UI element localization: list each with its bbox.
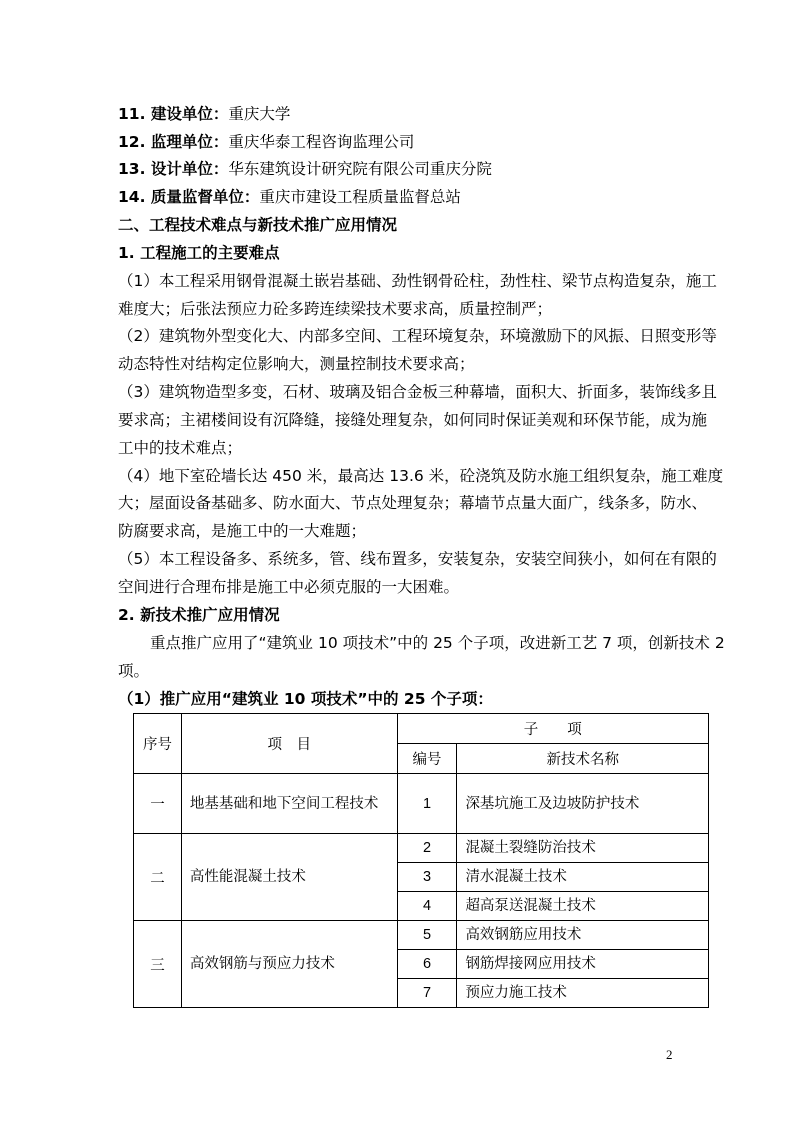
- intro-line: 重点推广应用了“建筑业 10 项技术”中的 25 个子项，改进新工艺 7 项，创新技术 2: [150, 634, 725, 652]
- cell-no: 4: [397, 892, 457, 921]
- table-caption: （1）推广应用“建筑业 10 项技术”中的 25 个子项：: [118, 690, 493, 708]
- cell-seq: 二: [134, 834, 182, 921]
- table-row: [134, 774, 709, 834]
- difficulty-line: （3）建筑物造型多变，石材、玻璃及铝合金板三种幕墙，面积大、折面多，装饰线多且: [118, 383, 717, 401]
- unit-value: 重庆华泰工程咨询监理公司: [228, 133, 415, 151]
- subsection-title: 1. 工程施工的主要难点: [118, 244, 280, 262]
- difficulty-line: 要求高；主裙楼间设有沉降缝，接缝处理复杂，如何同时保证美观和环保节能，成为施: [118, 411, 708, 429]
- unit-line: [118, 187, 461, 207]
- cell-no: 7: [397, 979, 457, 1008]
- subsection-title: 2. 新技术推广应用情况: [118, 606, 280, 624]
- cell-no: 3: [397, 863, 457, 892]
- cell-no: 1: [397, 774, 457, 834]
- unit-label: 12. 监理单位：: [118, 133, 229, 151]
- unit-value: 重庆大学: [228, 105, 291, 123]
- cell-name: 深基坑施工及边坡防护技术: [457, 774, 709, 834]
- cell-no: 6: [397, 950, 457, 979]
- header-name: 新技术名称: [457, 744, 709, 774]
- difficulty-line: （5）本工程设备多、系统多，管、线布置多，安装复杂，安装空间狭小，如何在有限的: [118, 550, 717, 568]
- unit-value: 重庆市建设工程质量监督总站: [259, 188, 461, 206]
- cell-no: 5: [397, 921, 457, 950]
- difficulty-line: 空间进行合理布排是施工中必须克服的一大困难。: [118, 578, 460, 596]
- intro-line: 项。: [118, 662, 150, 680]
- tech-table: [133, 713, 709, 1008]
- difficulty-line: 防腐要求高，是施工中的一大难题；: [118, 522, 367, 540]
- unit-value: 华东建筑设计研究院有限公司重庆分院: [228, 160, 492, 178]
- cell-item: 高性能混凝土技术: [181, 834, 397, 921]
- unit-label: 11. 建设单位：: [118, 105, 229, 123]
- difficulty-line: （2）建筑物外型变化大、内部多空间、工程环境复杂，环境激励下的风振、日照变形等: [118, 327, 717, 345]
- header-sub: 子 项: [397, 714, 708, 744]
- unit-line: [118, 132, 414, 152]
- cell-name: 清水混凝土技术: [457, 863, 709, 892]
- table-row: [134, 834, 709, 863]
- unit-line: [118, 104, 290, 124]
- cell-name: 超高泵送混凝土技术: [457, 892, 709, 921]
- cell-item: 地基基础和地下空间工程技术: [181, 774, 397, 834]
- header-seq: 序号: [134, 714, 182, 774]
- difficulty-line: （4）地下室砼墙长达 450 米，最高达 13.6 米，砼浇筑及防水施工组织复杂，施工难度: [118, 467, 724, 485]
- difficulty-line: 难度大；后张法预应力砼多跨连续梁技术要求高，质量控制严；: [118, 300, 553, 318]
- header-no: 编号: [397, 744, 457, 774]
- cell-no: 2: [397, 834, 457, 863]
- difficulty-line: （1）本工程采用钢骨混凝土嵌岩基础、劲性钢骨砼柱，劲性柱、梁节点构造复杂，施工: [118, 272, 717, 290]
- cell-name: 高效钢筋应用技术: [457, 921, 709, 950]
- table-row: [134, 921, 709, 950]
- table-header-row: [134, 714, 709, 744]
- cell-name: 混凝土裂缝防治技术: [457, 834, 709, 863]
- difficulty-line: 工中的技术难点；: [118, 439, 243, 457]
- cell-name: 预应力施工技术: [457, 979, 709, 1008]
- cell-seq: 三: [134, 921, 182, 1008]
- section-title: 二、工程技术难点与新技术推广应用情况: [118, 216, 398, 234]
- unit-label: 14. 质量监督单位：: [118, 188, 260, 206]
- header-item: 项 目: [181, 714, 397, 774]
- cell-name: 钢筋焊接网应用技术: [457, 950, 709, 979]
- cell-item: 高效钢筋与预应力技术: [181, 921, 397, 1008]
- difficulty-line: 大；屋面设备基础多、防水面大、节点处理复杂；幕墙节点量大面广，线条多，防水、: [118, 494, 708, 512]
- page-number: 2: [666, 1047, 673, 1062]
- cell-seq: 一: [134, 774, 182, 834]
- unit-label: 13. 设计单位：: [118, 160, 229, 178]
- difficulty-line: 动态特性对结构定位影响大，测量控制技术要求高；: [118, 355, 475, 373]
- unit-line: [118, 159, 492, 179]
